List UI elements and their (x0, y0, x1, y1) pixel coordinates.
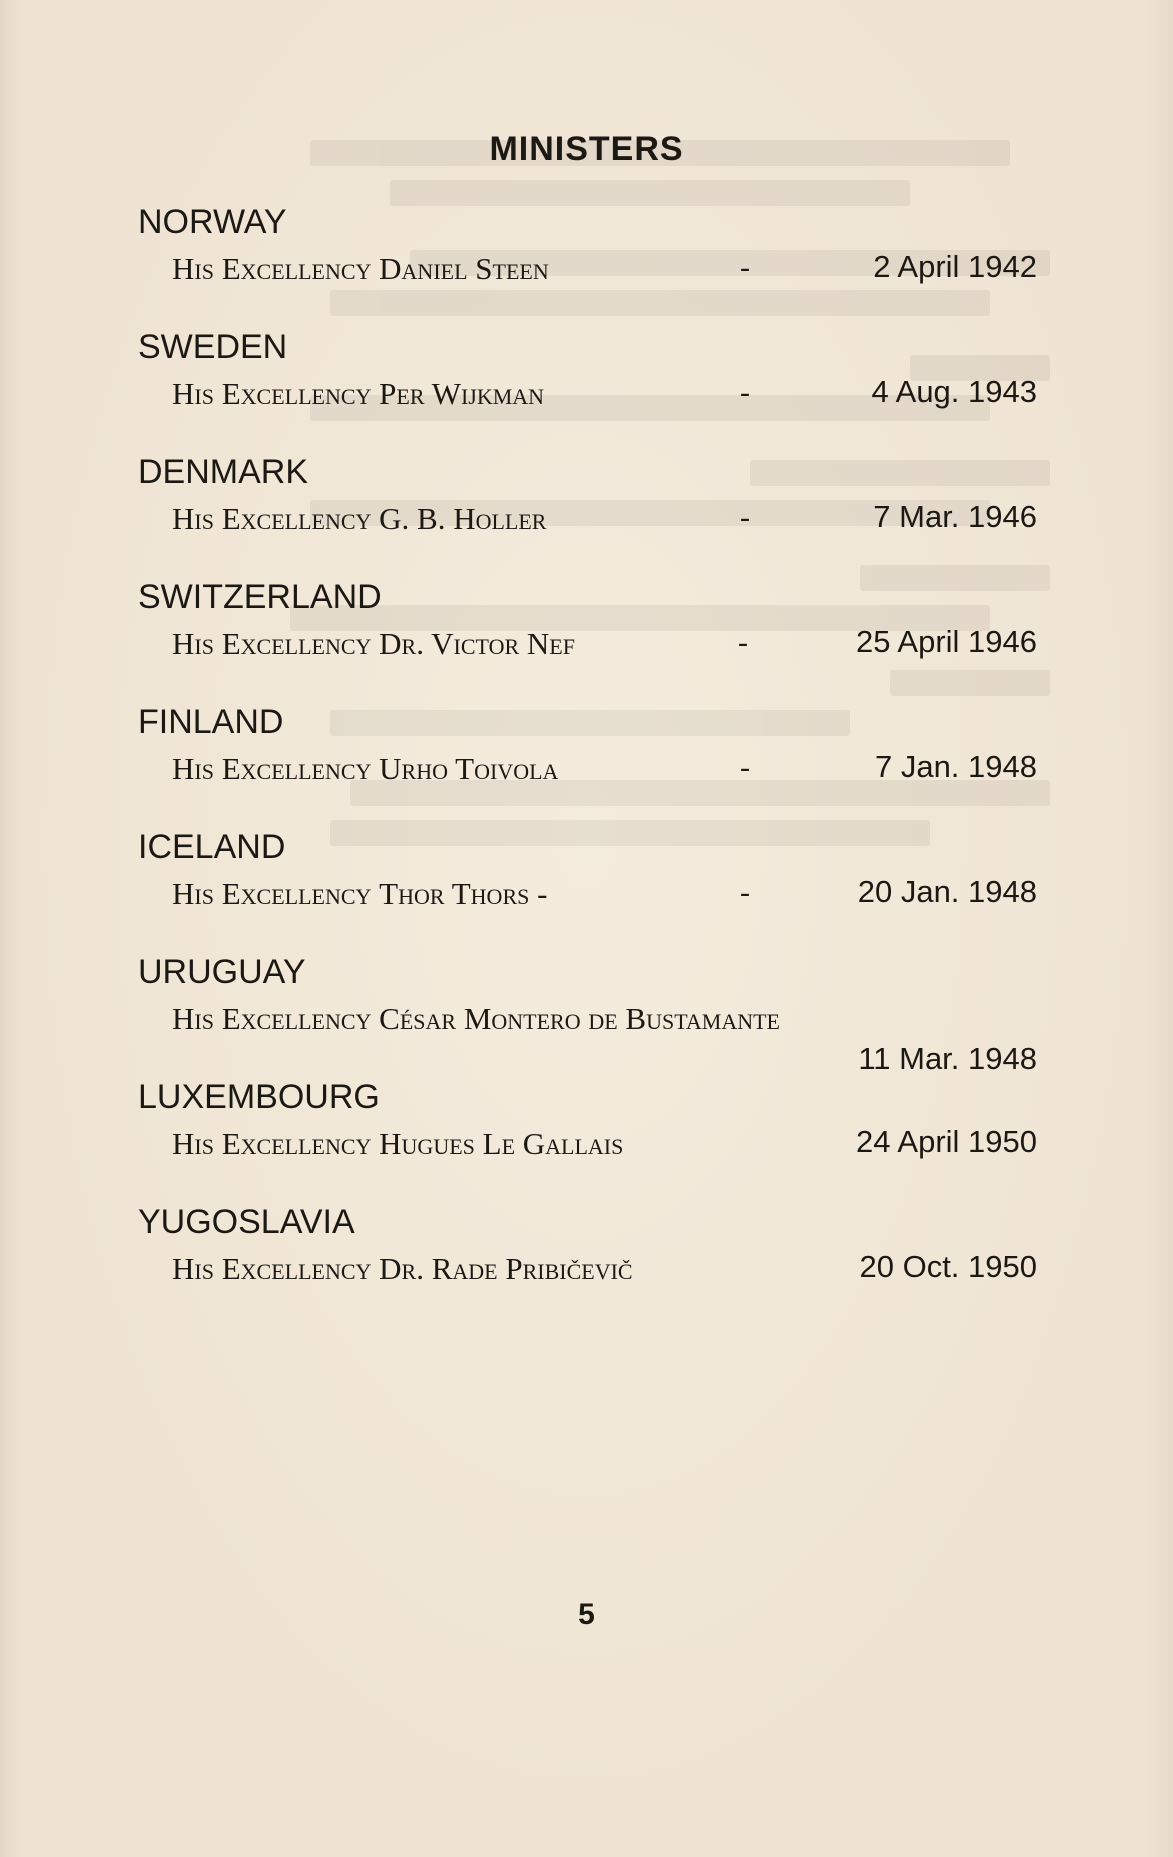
minister-personal-name: Urho Toivola (379, 751, 559, 786)
minister-title: His Excellency (172, 1126, 372, 1161)
country-name: ICELAND (138, 828, 286, 866)
leader-dash: - (738, 626, 748, 659)
minister-title: His Excellency (172, 1001, 372, 1036)
minister-personal-name: Dr. Rade Pribičevič (379, 1251, 633, 1286)
minister-name (172, 1126, 623, 1162)
minister-name (172, 876, 547, 912)
minister-personal-name: Hugues Le Gallais (379, 1126, 624, 1161)
minister-personal-name: César Montero de Bustamante (379, 1001, 781, 1036)
minister-name (172, 501, 546, 537)
appointment-date: 24 April 1950 (856, 1124, 1037, 1159)
minister-personal-name: G. B. Holler (379, 501, 547, 536)
leader-dash: - (740, 376, 750, 409)
appointment-date: 20 Oct. 1950 (859, 1249, 1037, 1284)
minister-personal-name: Dr. Victor Nef (379, 626, 575, 661)
minister-personal-name: Per Wijkman (379, 376, 545, 411)
minister-title: His Excellency (172, 501, 372, 536)
leader-dash: - (740, 501, 750, 534)
appointment-date: 7 Mar. 1946 (873, 499, 1037, 534)
minister-title: His Excellency (172, 751, 372, 786)
minister-title: His Excellency (172, 876, 372, 911)
minister-name (172, 626, 575, 662)
minister-personal-name: Thor Thors - (379, 876, 548, 911)
minister-title: His Excellency (172, 1251, 372, 1286)
appointment-date: 25 April 1946 (856, 624, 1037, 659)
country-name: DENMARK (138, 453, 309, 491)
country-name: YUGOSLAVIA (138, 1203, 355, 1241)
country-name: NORWAY (138, 203, 287, 241)
country-name: SWEDEN (138, 328, 288, 366)
appointment-date: 11 Mar. 1948 (858, 1041, 1037, 1076)
appointment-date: 2 April 1942 (873, 249, 1037, 284)
country-name: URUGUAY (138, 953, 306, 991)
appointment-date: 4 Aug. 1943 (871, 374, 1037, 409)
appointment-date: 20 Jan. 1948 (857, 874, 1037, 909)
minister-name (172, 1251, 633, 1287)
leader-dash: - (740, 876, 750, 909)
appointment-date: 7 Jan. 1948 (874, 749, 1037, 784)
minister-title: His Excellency (172, 626, 372, 661)
country-name: FINLAND (138, 703, 284, 741)
minister-name (172, 376, 544, 412)
minister-title: His Excellency (172, 376, 372, 411)
minister-personal-name: Daniel Steen (379, 251, 549, 286)
minister-name (172, 251, 549, 287)
page-number: 5 (578, 1598, 595, 1631)
page-heading: MINISTERS (489, 130, 684, 168)
leader-dash: - (740, 251, 750, 284)
minister-name (172, 1001, 780, 1037)
country-name: LUXEMBOURG (138, 1078, 380, 1116)
minister-name (172, 751, 558, 787)
country-name: SWITZERLAND (138, 578, 382, 616)
leader-dash: - (740, 751, 750, 784)
minister-title: His Excellency (172, 251, 372, 286)
